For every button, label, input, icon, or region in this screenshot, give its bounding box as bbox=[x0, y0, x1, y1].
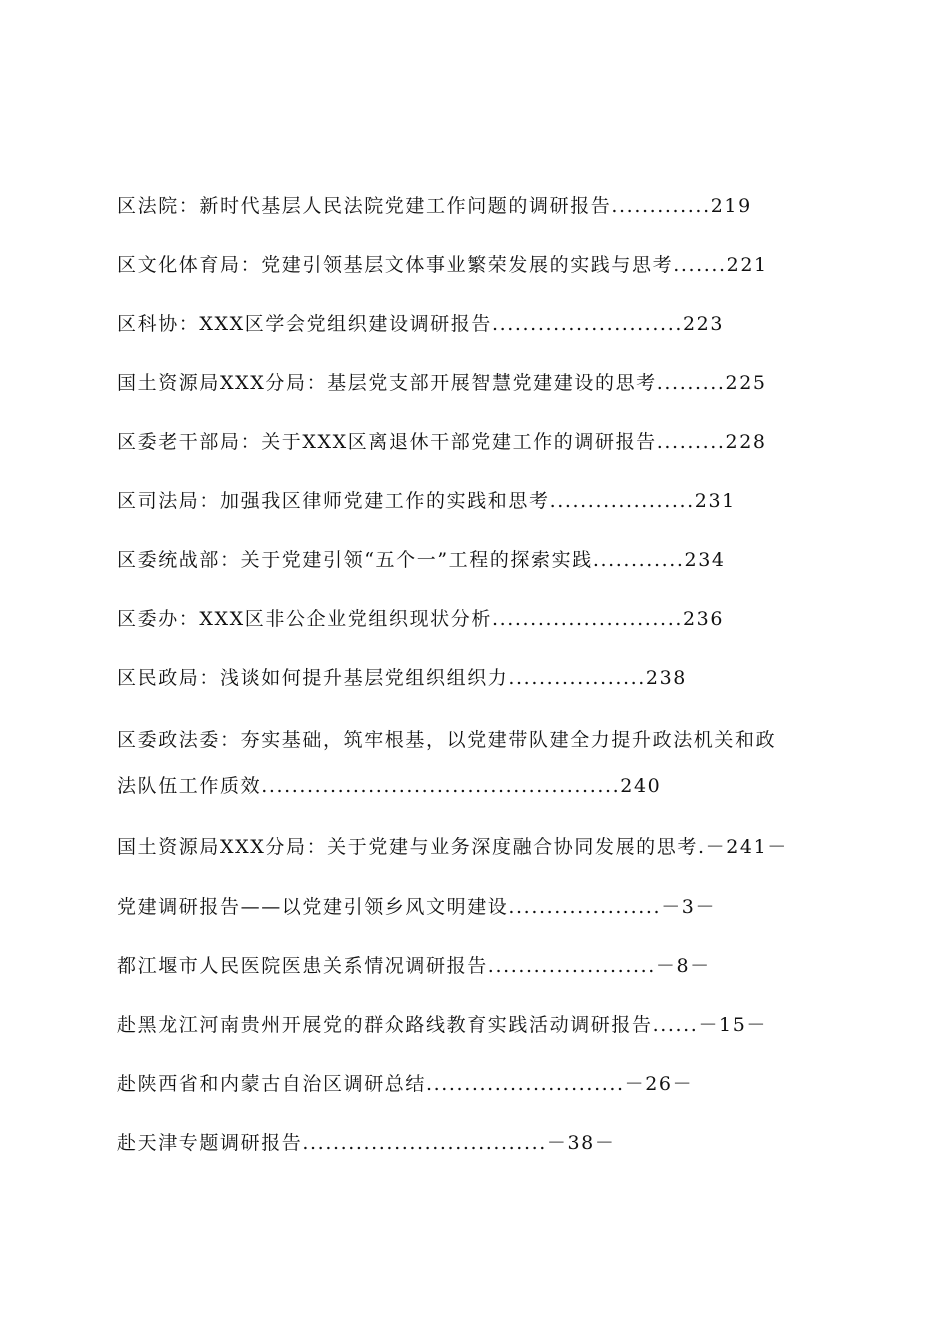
toc-entry[interactable]: 国土资源局XXX分局：基层党支部开展智慧党建建设的思考.........225 bbox=[117, 372, 767, 394]
toc-entry-line1[interactable]: 区委政法委：夯实基础，筑牢根基，以党建带队建全力提升政法机关和政 bbox=[117, 729, 777, 751]
toc-entry-line2[interactable]: 法队伍工作质效...............................................240 bbox=[117, 775, 662, 797]
toc-entry[interactable]: 区科协：XXX区学会党组织建设调研报告.........................223 bbox=[117, 313, 725, 335]
toc-entry[interactable]: 都江堰市人民医院医患关系情况调研报告......................－8－ bbox=[117, 955, 711, 977]
toc-entry[interactable]: 区文化体育局：党建引领基层文体事业繁荣发展的实践与思考.......221 bbox=[117, 254, 768, 276]
toc-entry[interactable]: 赴黑龙江河南贵州开展党的群众路线教育实践活动调研报告......－15－ bbox=[117, 1014, 768, 1036]
toc-entry[interactable]: 国土资源局XXX分局：关于党建与业务深度融合协同发展的思考.－241－ bbox=[117, 836, 788, 858]
toc-entry[interactable]: 区委办：XXX区非公企业党组织现状分析.........................236 bbox=[117, 608, 725, 630]
toc-entry[interactable]: 党建调研报告——以党建引领乡风文明建设....................－3－ bbox=[117, 896, 717, 918]
toc-entry[interactable]: 区司法局：加强我区律师党建工作的实践和思考...................231 bbox=[117, 490, 736, 512]
toc-entry[interactable]: 区委统战部：关于党建引领“五个一”工程的探索实践............234 bbox=[117, 549, 726, 571]
toc-entry[interactable]: 区委老干部局：关于XXX区离退休干部党建工作的调研报告.........228 bbox=[117, 431, 767, 453]
toc-entry[interactable]: 区民政局：浅谈如何提升基层党组织组织力..................238 bbox=[117, 667, 687, 689]
toc-entry[interactable]: 赴天津专题调研报告................................－38－ bbox=[117, 1132, 616, 1154]
toc-entry[interactable]: 赴陕西省和内蒙古自治区调研总结..........................－26－ bbox=[117, 1073, 694, 1095]
toc-entry[interactable]: 区法院：新时代基层人民法院党建工作问题的调研报告.............219 bbox=[117, 195, 752, 217]
